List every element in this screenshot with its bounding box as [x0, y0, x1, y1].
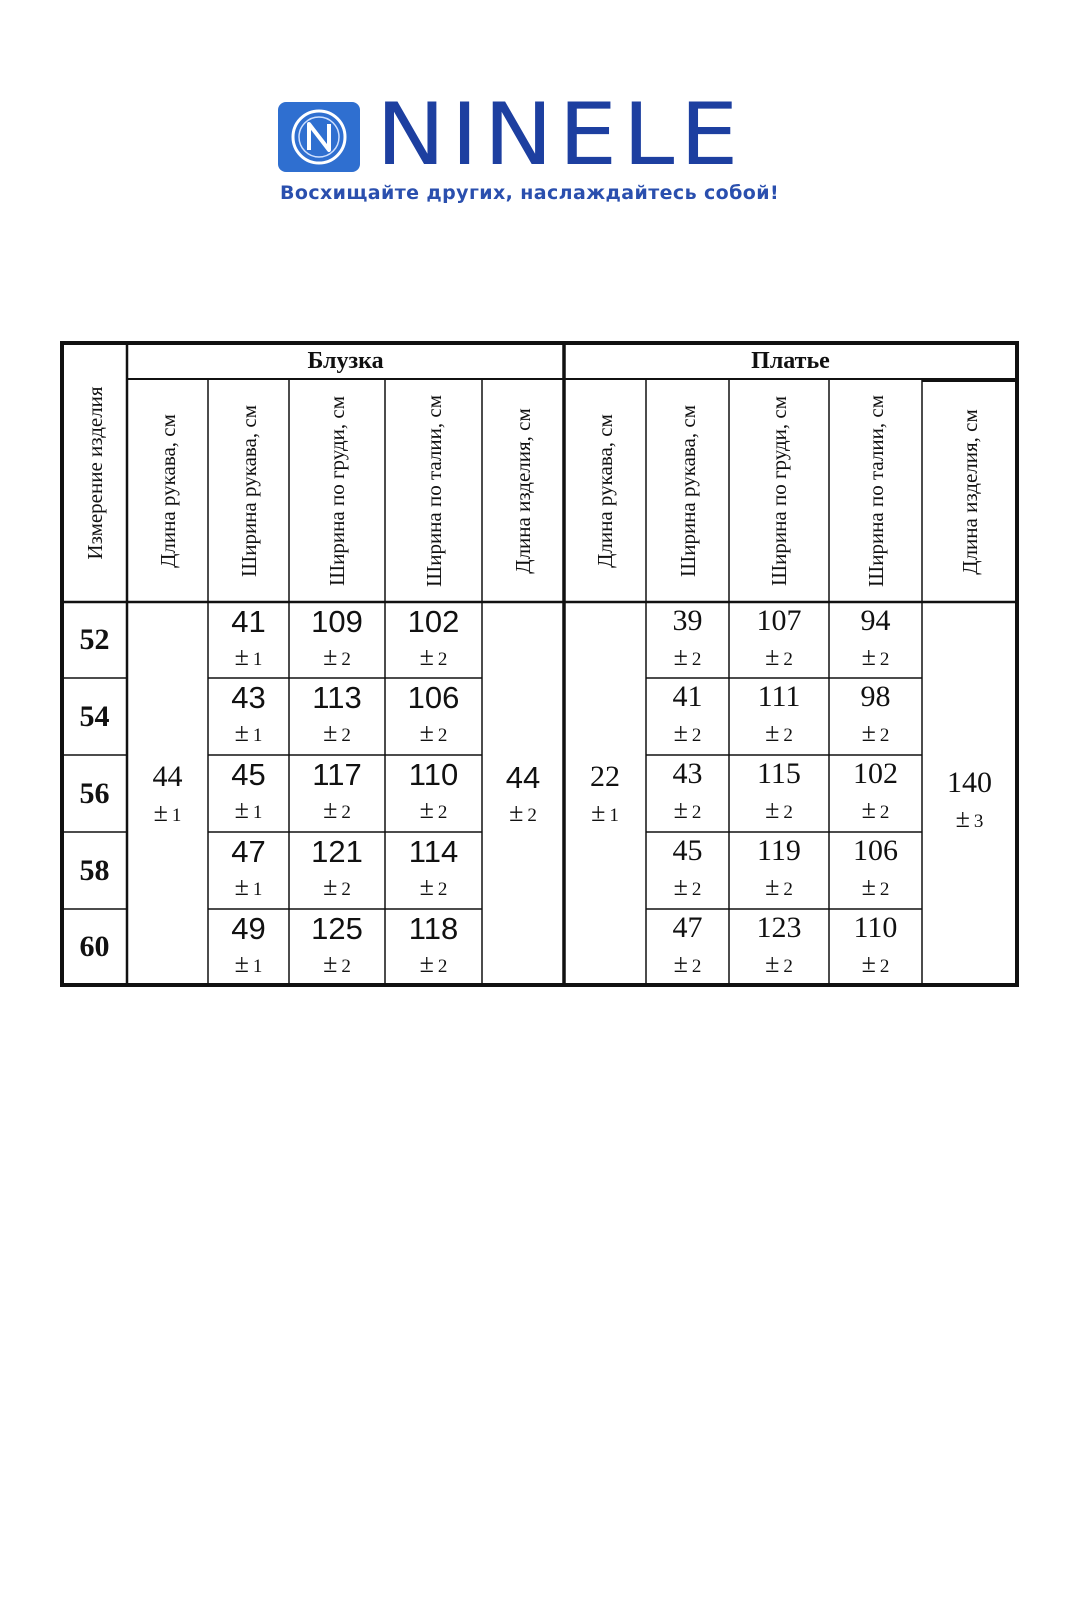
tolerance: ± 1 — [591, 798, 619, 827]
value: 44 — [152, 760, 183, 793]
value: 119 — [757, 834, 801, 867]
col-header-label: Длина рукава, см — [593, 413, 617, 568]
col-header-label: Ширина по талии, см — [863, 394, 888, 587]
col-header — [564, 379, 646, 602]
col-header — [729, 379, 829, 602]
tolerance: ± 2 — [419, 795, 448, 824]
tolerance: ± 2 — [861, 718, 890, 747]
waist-width-cell — [829, 602, 922, 678]
chest-width-cell — [289, 678, 385, 755]
value: 118 — [408, 911, 459, 946]
col-header-label: Ширина по талии, см — [421, 394, 446, 587]
value: 106 — [407, 680, 460, 715]
size-label: 60 — [79, 930, 110, 963]
value: 102 — [407, 604, 460, 639]
tolerance: ± 2 — [673, 642, 702, 671]
tolerance: ± 2 — [323, 872, 351, 901]
tolerance: ± 1 — [234, 872, 263, 901]
blouse-sleeve-length-cell — [127, 602, 208, 985]
tolerance: ± 2 — [419, 642, 448, 671]
tolerance: ± 2 — [323, 795, 351, 824]
value: 125 — [311, 911, 363, 946]
waist-width-cell — [829, 909, 922, 985]
tolerance: ± 2 — [861, 795, 890, 824]
waist-width-cell — [385, 678, 482, 755]
value: 41 — [231, 604, 266, 639]
dress-sleeve-length-cell — [564, 602, 646, 985]
tolerance: ± 2 — [673, 949, 702, 978]
sleeve-width-cell — [208, 602, 289, 678]
value: 98 — [860, 680, 891, 713]
tolerance: ± 2 — [765, 872, 793, 901]
tolerance: ± 2 — [861, 642, 890, 671]
value: 47 — [231, 834, 266, 869]
brand-name: NINELE — [376, 85, 744, 185]
tolerance: ± 2 — [765, 949, 793, 978]
tolerance: ± 3 — [955, 804, 984, 833]
col-header — [922, 381, 1017, 602]
value: 43 — [231, 680, 266, 715]
value: 121 — [311, 834, 363, 869]
value: 123 — [756, 911, 802, 944]
tolerance: ± 2 — [673, 872, 702, 901]
size-label: 56 — [79, 777, 110, 810]
size-label: 58 — [79, 854, 110, 887]
value: 45 — [231, 757, 266, 792]
tolerance: ± 2 — [419, 949, 448, 978]
waist-width-cell — [829, 678, 922, 755]
col-header-label: Длина изделия, см — [511, 407, 535, 574]
value: 110 — [853, 911, 898, 944]
tolerance: ± 2 — [419, 718, 448, 747]
chest-width-cell — [729, 755, 829, 832]
tolerance: ± 2 — [765, 718, 793, 747]
value: 49 — [231, 911, 266, 946]
col-header — [646, 379, 729, 602]
chest-width-cell — [729, 909, 829, 985]
chest-width-cell — [289, 602, 385, 678]
waist-width-cell — [829, 832, 922, 909]
value: 43 — [672, 757, 703, 790]
tolerance: ± 2 — [673, 795, 702, 824]
chest-width-cell — [729, 678, 829, 755]
value: 114 — [408, 834, 459, 869]
value: 117 — [312, 757, 362, 792]
waist-width-cell — [385, 909, 482, 985]
tolerance: ± 2 — [861, 949, 890, 978]
waist-width-cell — [829, 755, 922, 832]
sleeve-width-cell — [208, 755, 289, 832]
value: 110 — [408, 757, 459, 792]
tolerance: ± 2 — [323, 718, 351, 747]
col-header-label: Длина рукава, см — [155, 413, 180, 568]
col-header — [829, 379, 922, 602]
sleeve-width-cell — [646, 602, 729, 678]
group-header-blouse: Блузка — [307, 348, 384, 374]
tolerance: ± 1 — [234, 795, 263, 824]
chest-width-cell — [289, 755, 385, 832]
tolerance: ± 2 — [323, 642, 351, 671]
tolerance: ± 2 — [419, 872, 448, 901]
chest-width-cell — [729, 602, 829, 678]
value: 102 — [853, 757, 898, 790]
tolerance: ± 2 — [765, 642, 793, 671]
tolerance: ± 2 — [509, 798, 537, 827]
col-header-label: Ширина по груди, см — [767, 395, 791, 586]
blouse-length-cell — [482, 602, 564, 985]
row-header-cell — [62, 343, 127, 602]
tolerance: ± 1 — [234, 949, 263, 978]
tolerance: ± 2 — [673, 718, 702, 747]
value: 111 — [757, 680, 801, 713]
col-header-label: Длина изделия, см — [957, 408, 982, 575]
col-header — [127, 379, 208, 602]
size-label: 54 — [79, 700, 110, 733]
tolerance: ± 1 — [234, 642, 263, 671]
brand-slogan: Восхищайте других, наслаждайтесь собой! — [280, 182, 780, 204]
col-header-label: Ширина рукава, см — [236, 404, 261, 577]
waist-width-cell — [385, 755, 482, 832]
sleeve-width-cell — [646, 755, 729, 832]
value: 106 — [853, 834, 898, 867]
tolerance: ± 2 — [323, 949, 351, 978]
col-header-label: Ширина по груди, см — [325, 395, 349, 586]
value: 39 — [672, 604, 703, 637]
value: 41 — [672, 680, 703, 713]
waist-width-cell — [385, 602, 482, 678]
value: 107 — [756, 604, 802, 637]
row-header-label: Измерение изделия — [82, 385, 107, 560]
size-label: 52 — [79, 623, 110, 656]
value: 140 — [947, 766, 992, 799]
chest-width-cell — [289, 909, 385, 985]
value: 44 — [505, 760, 541, 795]
value: 113 — [312, 680, 362, 715]
sleeve-width-cell — [646, 832, 729, 909]
col-header — [208, 379, 289, 602]
value: 94 — [860, 604, 891, 637]
waist-width-cell — [385, 832, 482, 909]
tolerance: ± 1 — [234, 718, 263, 747]
col-header — [482, 379, 564, 602]
value: 45 — [672, 834, 703, 867]
sleeve-width-cell — [646, 909, 729, 985]
tolerance: ± 1 — [153, 798, 182, 827]
value: 115 — [757, 757, 801, 790]
group-header-dress: Платье — [751, 348, 830, 374]
col-header — [385, 379, 482, 602]
value: 109 — [311, 604, 363, 639]
sleeve-width-cell — [208, 909, 289, 985]
tolerance: ± 2 — [765, 795, 793, 824]
sleeve-width-cell — [646, 678, 729, 755]
tolerance: ± 2 — [861, 872, 890, 901]
col-header — [289, 379, 385, 602]
value: 47 — [672, 911, 703, 944]
chest-width-cell — [289, 832, 385, 909]
col-header-label: Ширина рукава, см — [675, 404, 700, 577]
sleeve-width-cell — [208, 678, 289, 755]
value: 22 — [590, 760, 620, 793]
chest-width-cell — [729, 832, 829, 909]
dress-length-cell — [922, 602, 1017, 985]
sleeve-width-cell — [208, 832, 289, 909]
